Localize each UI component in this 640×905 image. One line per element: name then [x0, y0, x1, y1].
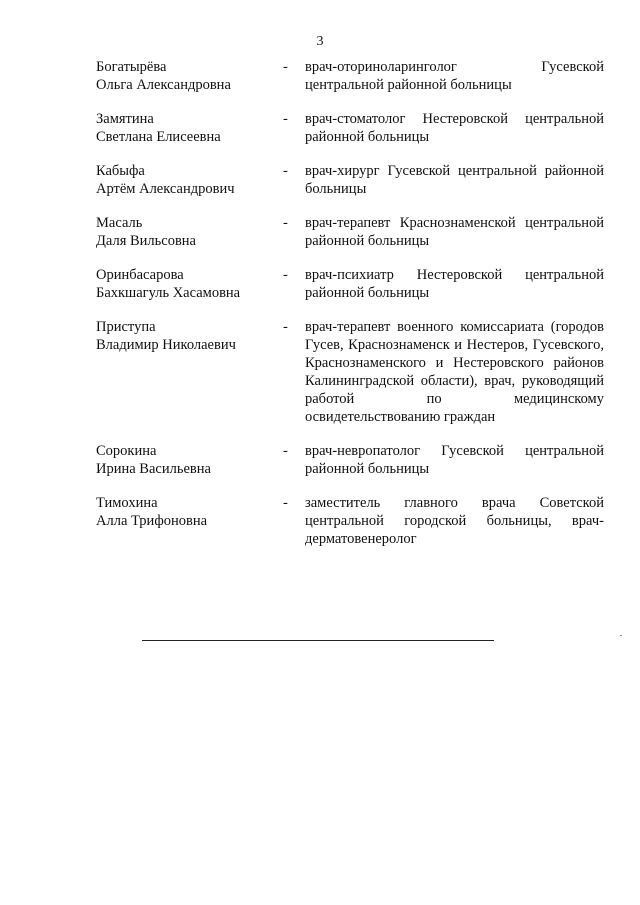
- member-surname: Богатырёва: [96, 59, 167, 75]
- member-given-names: Артём Александрович: [96, 181, 235, 197]
- member-given-names: Светлана Елисеевна: [96, 129, 221, 145]
- member-entry: [96, 494, 604, 548]
- member-name: [96, 58, 283, 94]
- dash-separator: -: [283, 215, 288, 231]
- member-name: [96, 494, 283, 530]
- member-given-names: Даля Вильсовна: [96, 233, 196, 249]
- member-entry: [96, 318, 604, 426]
- dash-separator: -: [283, 111, 288, 127]
- member-given-names: Ольга Александровна: [96, 77, 231, 93]
- member-surname: Масаль: [96, 215, 143, 231]
- member-surname: Приступа: [96, 319, 156, 335]
- member-position: врач-стоматолог Нестеровской центральной районной больницы: [305, 111, 604, 145]
- member-name: [96, 162, 283, 198]
- member-entry: [96, 266, 604, 302]
- member-position: врач-невропатолог Гусевской центральной районной больницы: [305, 443, 604, 477]
- member-name: [96, 318, 283, 354]
- member-surname: Оринбасарова: [96, 267, 184, 283]
- member-name: [96, 110, 283, 146]
- member-surname: Кабыфа: [96, 163, 145, 179]
- member-given-names: Бахкшагуль Хасамовна: [96, 285, 241, 301]
- member-position: врач-оториноларинголог Гусевской центральной районной больницы: [305, 59, 604, 93]
- member-entry: [96, 442, 604, 478]
- member-position: врач-терапевт военного комиссариата (городов Гусев, Краснознаменск и Нестеров, Гусевского, Краснознаменского и Нестеровского районов Калининградской области), врач, руководящий работой по медицинскому освидетельствованию граждан: [305, 319, 604, 425]
- dash-separator: -: [283, 267, 288, 283]
- member-given-names: Ирина Васильевна: [96, 461, 211, 477]
- member-surname: Сорокина: [96, 443, 157, 459]
- commission-member-list: [96, 58, 604, 564]
- member-entry: [96, 214, 604, 250]
- member-surname: Замятина: [96, 111, 154, 127]
- member-entry: [96, 110, 604, 146]
- member-name: [96, 266, 283, 302]
- member-position: заместитель главного врача Советской центральной городской больницы, врач-дерматовенеролог: [305, 495, 604, 547]
- dash-separator: -: [283, 443, 288, 459]
- dash-separator: -: [283, 163, 288, 179]
- member-entry: [96, 58, 604, 94]
- closing-rule-divider: [142, 640, 494, 641]
- dash-separator: -: [283, 319, 288, 335]
- member-name: [96, 214, 283, 250]
- member-given-names: Алла Трифоновна: [96, 513, 208, 529]
- member-surname: Тимохина: [96, 495, 158, 511]
- page-number: 3: [316, 34, 324, 49]
- member-name: [96, 442, 283, 478]
- dash-separator: -: [283, 59, 288, 75]
- scan-speck: [620, 635, 622, 636]
- member-position: врач-терапевт Краснознаменской центральной районной больницы: [305, 215, 604, 249]
- member-position: врач-хирург Гусевской центральной районной больницы: [305, 163, 604, 197]
- member-position: врач-психиатр Нестеровской центральной районной больницы: [305, 267, 604, 301]
- member-entry: [96, 162, 604, 198]
- dash-separator: -: [283, 495, 288, 511]
- member-given-names: Владимир Николаевич: [96, 337, 236, 353]
